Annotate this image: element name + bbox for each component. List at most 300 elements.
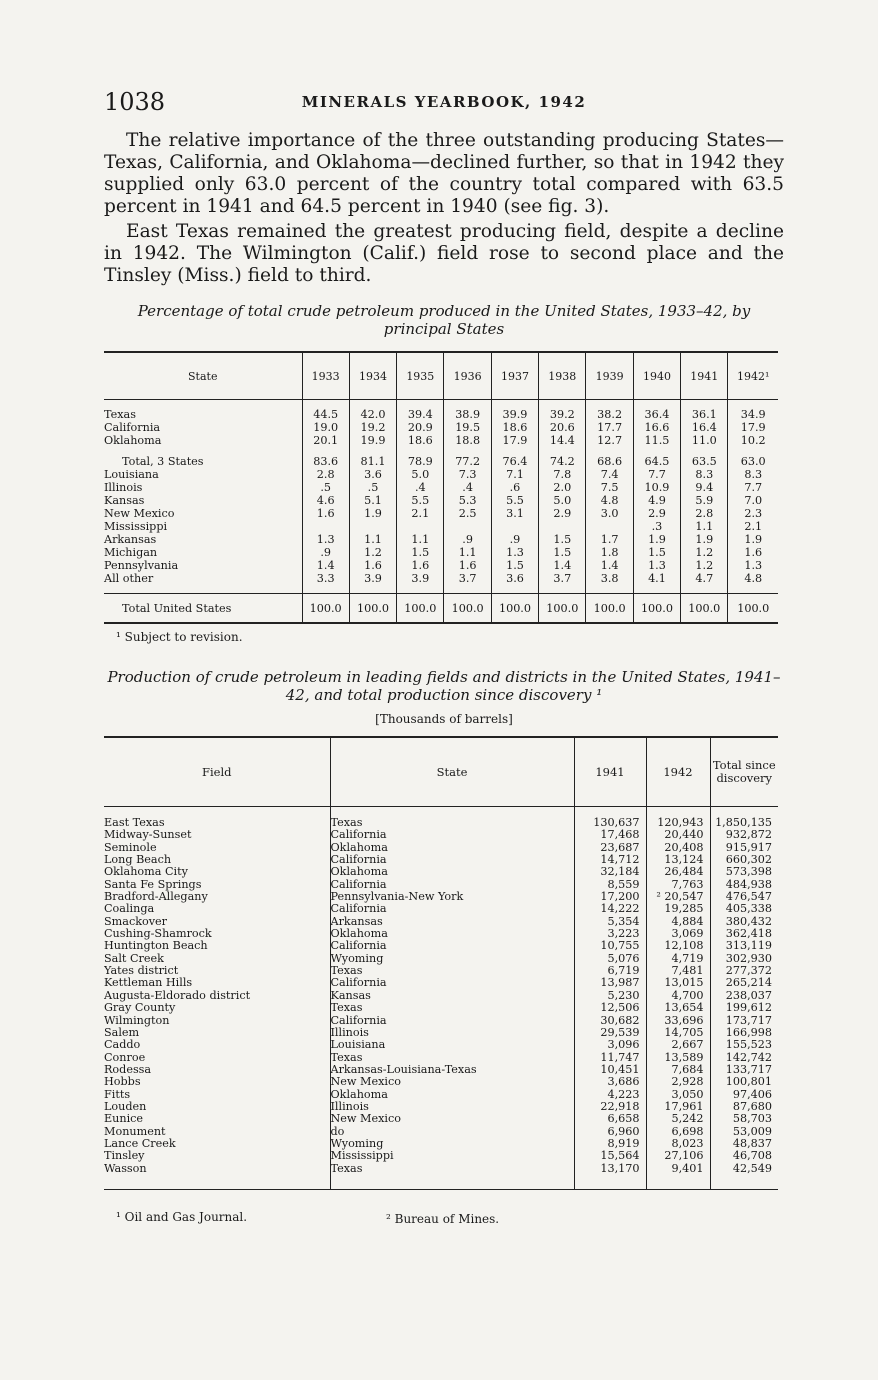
percent-value: 3.0	[586, 507, 633, 520]
table-row	[104, 940, 778, 952]
total-since-discovery: 362,418	[710, 928, 778, 940]
state-name: Mississippi	[330, 1150, 574, 1162]
percent-value: 10.2	[728, 434, 778, 447]
percent-value: 1.8	[586, 546, 633, 559]
state-name: California	[104, 421, 161, 434]
state-name: New Mexico	[330, 1076, 574, 1088]
total-value: 100.0	[633, 594, 680, 624]
page-header	[104, 88, 784, 118]
production-1942: 27,106	[646, 1150, 710, 1162]
total-since-discovery: 58,703	[710, 1113, 778, 1125]
production-1942: 7,481	[646, 965, 710, 977]
state-name: California	[330, 977, 574, 989]
production-1942: 13,654	[646, 1002, 710, 1014]
total-row	[104, 594, 778, 624]
total-since-discovery: 302,930	[710, 953, 778, 965]
percent-value: 1.2	[681, 559, 728, 572]
state-name: Wyoming	[330, 1138, 574, 1150]
percent-value: 19.2	[349, 421, 396, 434]
percent-value: 16.6	[633, 421, 680, 434]
percent-value: 1.1	[444, 546, 491, 559]
total-value: 100.0	[491, 594, 538, 624]
column-header-year: 1938	[539, 352, 586, 400]
production-1942: 5,242	[646, 1113, 710, 1125]
table-row	[104, 481, 778, 494]
percent-value: 1.6	[444, 559, 491, 572]
percent-value: 3.3	[302, 572, 349, 585]
percent-value: 3.9	[349, 572, 396, 585]
percent-value: 1.5	[539, 533, 586, 546]
production-1942: 6,698	[646, 1126, 710, 1138]
percent-value: 34.9	[728, 408, 778, 421]
percent-value: 7.3	[444, 468, 491, 481]
percent-value: 1.4	[539, 559, 586, 572]
percent-value: 3.6	[491, 572, 538, 585]
table-row	[104, 559, 778, 572]
production-1941: 14,222	[574, 903, 646, 915]
total-since-discovery: 87,680	[710, 1101, 778, 1113]
state-name: California	[330, 940, 574, 952]
field-name: Huntington Beach	[104, 940, 208, 953]
percent-value: 7.4	[586, 468, 633, 481]
spacer-cell	[728, 400, 778, 409]
spacer-cell	[302, 400, 349, 409]
percent-value	[302, 520, 349, 533]
state-name: Texas	[330, 1002, 574, 1014]
field-name: Fitts	[104, 1088, 131, 1101]
percent-value: 20.9	[397, 421, 444, 434]
state-name: California	[330, 829, 574, 841]
production-1941: 15,564	[574, 1150, 646, 1162]
percent-value: 1.3	[302, 533, 349, 546]
spacer-cell	[728, 585, 778, 594]
percent-value: 1.5	[397, 546, 444, 559]
field-name: Yates district	[104, 965, 179, 978]
percent-value: .9	[491, 533, 538, 546]
production-1941: 17,200	[574, 891, 646, 903]
total-since-discovery: 265,214	[710, 977, 778, 989]
column-header-year: 1940	[633, 352, 680, 400]
field-name: Caddo	[104, 1039, 141, 1052]
production-1942: 2,928	[646, 1076, 710, 1088]
percent-value: 39.2	[539, 408, 586, 421]
state-name: Texas	[330, 1163, 574, 1190]
spacer-cell	[104, 400, 302, 409]
spacer-cell	[349, 400, 396, 409]
state-name: Michigan	[104, 546, 158, 559]
production-1941: 12,506	[574, 1002, 646, 1014]
production-1941: 6,658	[574, 1113, 646, 1125]
percent-value: 16.4	[681, 421, 728, 434]
column-header-year: 1937	[491, 352, 538, 400]
field-name: Gray County	[104, 1002, 176, 1015]
field-name: Monument	[104, 1125, 166, 1138]
percent-value: 1.3	[728, 559, 778, 572]
percent-value: 4.7	[681, 572, 728, 585]
percent-value: 1.5	[491, 559, 538, 572]
percent-value: 4.8	[586, 494, 633, 507]
percent-value: 1.3	[491, 546, 538, 559]
percent-value: 18.6	[491, 421, 538, 434]
percent-value: 78.9	[397, 455, 444, 468]
state-name: New Mexico	[330, 1113, 574, 1125]
total-since-discovery: 915,917	[710, 842, 778, 854]
spacer-cell	[586, 585, 633, 594]
production-1941: 29,539	[574, 1027, 646, 1039]
production-1941: 32,184	[574, 866, 646, 878]
total-value: 100.0	[349, 594, 396, 624]
spacer-cell	[491, 447, 538, 455]
table1-footnote: ¹ Subject to revision.	[116, 630, 243, 644]
table-row	[104, 533, 778, 546]
percent-value: 1.5	[633, 546, 680, 559]
spacer-cell	[586, 447, 633, 455]
total-since-discovery: 42,549	[710, 1163, 778, 1190]
total-since-discovery: 166,998	[710, 1027, 778, 1039]
total-value: 100.0	[681, 594, 728, 624]
column-header-1942: 1942	[646, 737, 710, 807]
percent-value: 11.5	[633, 434, 680, 447]
spacer-cell	[397, 447, 444, 455]
column-header-year: 1942¹	[728, 352, 778, 400]
column-header-year: 1936	[444, 352, 491, 400]
production-1941: 5,354	[574, 916, 646, 928]
table-row	[104, 1039, 778, 1051]
percent-value: 63.0	[728, 455, 778, 468]
table-row	[104, 468, 778, 481]
field-name: Conroe	[104, 1051, 146, 1064]
total-value: 100.0	[728, 594, 778, 624]
production-1941: 6,960	[574, 1126, 646, 1138]
total-since-discovery: 380,432	[710, 916, 778, 928]
state-name: Oklahoma	[330, 1089, 574, 1101]
field-name: Seminole	[104, 841, 157, 854]
total-since-discovery: 484,938	[710, 879, 778, 891]
spacer-cell	[444, 447, 491, 455]
percent-value: 68.6	[586, 455, 633, 468]
field-name: Salt Creek	[104, 952, 164, 965]
percent-value: 42.0	[349, 408, 396, 421]
percent-value: .9	[444, 533, 491, 546]
production-1941: 3,686	[574, 1076, 646, 1088]
production-1942: 4,700	[646, 990, 710, 1002]
total-since-discovery: 313,119	[710, 940, 778, 952]
production-1941: 5,076	[574, 953, 646, 965]
production-1942: 13,589	[646, 1052, 710, 1064]
spacer-cell	[349, 447, 396, 455]
table-row	[104, 807, 778, 830]
percent-value: 14.4	[539, 434, 586, 447]
percent-value: 83.6	[302, 455, 349, 468]
field-name: Louden	[104, 1100, 147, 1113]
spacer-cell	[633, 447, 680, 455]
percent-value: 63.5	[681, 455, 728, 468]
production-1942: 13,124	[646, 854, 710, 866]
production-1941: 17,468	[574, 829, 646, 841]
production-1941: 14,712	[574, 854, 646, 866]
state-name: Oklahoma	[104, 434, 162, 447]
percent-value: 19.0	[302, 421, 349, 434]
total-since-discovery: 46,708	[710, 1150, 778, 1162]
percent-value: 1.2	[681, 546, 728, 559]
percent-value: 2.3	[728, 507, 778, 520]
percent-value	[349, 520, 396, 533]
percent-value: 44.5	[302, 408, 349, 421]
percent-value: 7.7	[728, 481, 778, 494]
production-1942: 7,684	[646, 1064, 710, 1076]
total-since-discovery: 932,872	[710, 829, 778, 841]
percent-value: 1.6	[302, 507, 349, 520]
percent-value: 74.2	[539, 455, 586, 468]
percent-value: .5	[349, 481, 396, 494]
spacer-cell	[444, 400, 491, 409]
field-name: Wilmington	[104, 1014, 170, 1027]
percent-value: 11.0	[681, 434, 728, 447]
production-1942: 3,050	[646, 1089, 710, 1101]
state-name: Louisiana	[330, 1039, 574, 1051]
percent-value: 17.9	[728, 421, 778, 434]
table-row	[104, 408, 778, 421]
production-1942: 20,408	[646, 842, 710, 854]
percent-value: 20.6	[539, 421, 586, 434]
percent-value: 2.9	[539, 507, 586, 520]
spacer-cell	[539, 585, 586, 594]
table-row	[104, 434, 778, 447]
production-1941: 130,637	[574, 807, 646, 830]
percent-value: 7.1	[491, 468, 538, 481]
table-row	[104, 866, 778, 878]
percent-value: 8.3	[681, 468, 728, 481]
percent-value: 38.2	[586, 408, 633, 421]
production-1941: 5,230	[574, 990, 646, 1002]
percent-value: 3.7	[444, 572, 491, 585]
percent-value: 3.1	[491, 507, 538, 520]
table-row	[104, 977, 778, 989]
production-1942: ² 20,547	[646, 891, 710, 903]
total-value: 100.0	[586, 594, 633, 624]
state-name: Oklahoma	[330, 928, 574, 940]
state-name: Mississippi	[104, 520, 168, 533]
total-value: 100.0	[397, 594, 444, 624]
percent-value: 2.9	[633, 507, 680, 520]
percent-value: 4.1	[633, 572, 680, 585]
spacer-cell	[444, 585, 491, 594]
production-1942: 120,943	[646, 807, 710, 830]
percent-value: 77.2	[444, 455, 491, 468]
field-name: Eunice	[104, 1113, 144, 1126]
field-name: Hobbs	[104, 1076, 141, 1089]
percent-value: .6	[491, 481, 538, 494]
state-name: New Mexico	[104, 507, 175, 520]
total-since-discovery: 48,837	[710, 1138, 778, 1150]
field-name: Long Beach	[104, 854, 172, 867]
table-row	[104, 421, 778, 434]
total-since-discovery: 199,612	[710, 1002, 778, 1014]
field-name: Lance Creek	[104, 1137, 176, 1150]
spacer-cell	[397, 585, 444, 594]
table1-caption: Percentage of total crude petroleum produced in the United States, 1933–42, by principal States	[137, 302, 751, 338]
percent-value: 5.1	[349, 494, 396, 507]
production-1941: 3,223	[574, 928, 646, 940]
production-1942: 19,285	[646, 903, 710, 915]
state-name: Arkansas-Louisiana-Texas	[330, 1064, 574, 1076]
percent-value: 7.8	[539, 468, 586, 481]
column-header-state: State	[104, 352, 302, 400]
percent-value: 64.5	[633, 455, 680, 468]
percent-value: 8.3	[728, 468, 778, 481]
column-header-year: 1939	[586, 352, 633, 400]
state-name: Texas	[330, 1052, 574, 1064]
spacer-cell	[681, 447, 728, 455]
total-since-discovery: 155,523	[710, 1039, 778, 1051]
field-name: East Texas	[104, 816, 165, 829]
percent-value: 12.7	[586, 434, 633, 447]
percent-value: 10.9	[633, 481, 680, 494]
field-name: Wasson	[104, 1163, 330, 1190]
state-name: Kansas	[330, 990, 574, 1002]
state-name: Illinois	[330, 1027, 574, 1039]
spacer-cell	[397, 400, 444, 409]
state-name: California	[330, 903, 574, 915]
table-row	[104, 520, 778, 533]
percent-value: 18.8	[444, 434, 491, 447]
total-value: 100.0	[539, 594, 586, 624]
percent-value: 20.1	[302, 434, 349, 447]
total-since-discovery: 53,009	[710, 1126, 778, 1138]
table2-caption: Production of crude petroleum in leading fields and districts in the United States, 1941–42, and total production since discovery ¹	[107, 668, 781, 704]
field-name: Rodessa	[104, 1063, 152, 1076]
state-name: Oklahoma	[330, 842, 574, 854]
percent-value	[586, 520, 633, 533]
state-name: Illinois	[330, 1101, 574, 1113]
field-name: Kettleman Hills	[104, 977, 193, 990]
percent-value: 19.9	[349, 434, 396, 447]
production-1941: 22,918	[574, 1101, 646, 1113]
percent-value: 2.1	[728, 520, 778, 533]
percent-value: 4.9	[633, 494, 680, 507]
percent-value: .3	[633, 520, 680, 533]
percent-value: 1.4	[302, 559, 349, 572]
percent-value: .4	[397, 481, 444, 494]
percent-value: .4	[444, 481, 491, 494]
total-since-discovery: 573,398	[710, 866, 778, 878]
spacer-cell	[491, 400, 538, 409]
percent-value: 1.6	[728, 546, 778, 559]
total-since-discovery: 660,302	[710, 854, 778, 866]
total-since-discovery: 133,717	[710, 1064, 778, 1076]
state-name: Illinois	[104, 481, 143, 494]
total-value: 100.0	[302, 594, 349, 624]
state-name: Pennsylvania-New York	[330, 891, 574, 903]
percent-value: 3.7	[539, 572, 586, 585]
column-header-year: 1941	[681, 352, 728, 400]
percent-value: 2.5	[444, 507, 491, 520]
spacer-cell	[728, 447, 778, 455]
production-1942: 14,705	[646, 1027, 710, 1039]
total-since-discovery: 405,338	[710, 903, 778, 915]
production-1941: 10,451	[574, 1064, 646, 1076]
percent-value: 1.3	[633, 559, 680, 572]
table-row	[104, 494, 778, 507]
state-percentage-table	[104, 351, 778, 624]
total-since-discovery: 173,717	[710, 1015, 778, 1027]
percent-value	[397, 520, 444, 533]
state-name: Arkansas	[330, 916, 574, 928]
spacer-row	[104, 585, 778, 594]
spacer-cell	[633, 585, 680, 594]
percent-value: 38.9	[444, 408, 491, 421]
production-1942: 26,484	[646, 866, 710, 878]
percent-value	[444, 520, 491, 533]
percent-value: 5.0	[539, 494, 586, 507]
percent-value: 1.1	[681, 520, 728, 533]
column-header-year: 1933	[302, 352, 349, 400]
percent-value: 9.4	[681, 481, 728, 494]
state-name: California	[330, 854, 574, 866]
field-name: Santa Fe Springs	[104, 878, 202, 891]
state-name: Arkansas	[104, 533, 157, 546]
table-row	[104, 455, 778, 468]
percent-value: 5.5	[397, 494, 444, 507]
production-1942: 9,401	[646, 1163, 710, 1190]
spacer-cell	[349, 585, 396, 594]
percent-value: 76.4	[491, 455, 538, 468]
percent-value: 1.2	[349, 546, 396, 559]
percent-value: 1.6	[397, 559, 444, 572]
spacer-cell	[104, 585, 302, 594]
percent-value: 1.9	[633, 533, 680, 546]
spacer-cell	[539, 447, 586, 455]
production-1941: 4,223	[574, 1089, 646, 1101]
total-label: Total United States	[104, 594, 302, 624]
field-name: Coalinga	[104, 903, 155, 916]
percent-value: 7.7	[633, 468, 680, 481]
running-title: MINERALS YEARBOOK, 1942	[301, 93, 587, 111]
percent-value: .9	[302, 546, 349, 559]
production-1941: 13,987	[574, 977, 646, 989]
spacer-row	[104, 447, 778, 455]
column-header-total: Total since discovery	[710, 737, 778, 807]
spacer-cell	[681, 585, 728, 594]
percent-value: 1.1	[397, 533, 444, 546]
production-1941: 13,170	[574, 1163, 646, 1190]
state-name: Louisiana	[104, 468, 159, 481]
production-1941: 8,919	[574, 1138, 646, 1150]
paragraph-2: East Texas remained the greatest producing field, despite a decline in 1942. The Wilmington (Calif.) field rose to second place and the Tinsley (Miss.) field to third.	[104, 221, 784, 286]
page-number: 1038	[104, 88, 166, 116]
production-1941: 6,719	[574, 965, 646, 977]
percent-value: 7.0	[728, 494, 778, 507]
total-since-discovery: 277,372	[710, 965, 778, 977]
table2-footnote-1: ¹ Oil and Gas Journal.	[116, 1210, 248, 1224]
production-1942: 13,015	[646, 977, 710, 989]
production-1941: 3,096	[574, 1039, 646, 1051]
percent-value: 2.1	[397, 507, 444, 520]
production-1941: 11,747	[574, 1052, 646, 1064]
spacer-cell	[302, 585, 349, 594]
state-name: California	[330, 1015, 574, 1027]
field-name: Smackover	[104, 915, 168, 928]
state-name: do	[330, 1126, 574, 1138]
field-name: Augusta-Eldorado district	[104, 989, 251, 1002]
spacer-cell	[586, 400, 633, 409]
state-name: Oklahoma	[330, 866, 574, 878]
percent-value: 3.6	[349, 468, 396, 481]
production-1942: 8,023	[646, 1138, 710, 1150]
percent-value: 81.1	[349, 455, 396, 468]
field-production-table	[104, 736, 778, 1190]
paragraph-1: The relative importance of the three outstanding producing States—Texas, California, and Oklahoma—declined further, so that in 1942 they supplied only 63.0 percent of the country total compared with 63.5 percent in 1941 and 64.5 percent in 1940 (see fig. 3).	[104, 130, 784, 217]
